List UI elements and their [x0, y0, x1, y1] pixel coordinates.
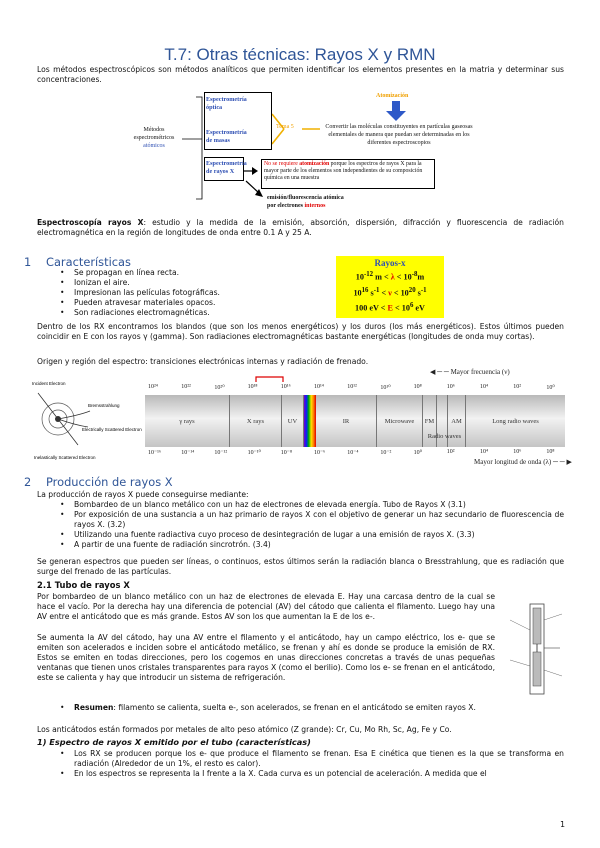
spectrum-list: [52, 749, 564, 779]
scattered-electron-label: Electrically Scattered Electron: [82, 427, 142, 432]
energy-range: 100 eV < $E < 10^6$ eV: [355, 302, 425, 314]
wavelength-tick-label: 10⁸: [546, 449, 555, 455]
intro-paragraph: Los métodos espectroscópicos son métodos analíticos que permiten identificar los elementos presentes en la matria y determinar sus concentraciones.: [37, 65, 564, 84]
section-2-paragraph: Se generan espectros que pueden ser líneas, o continuos, estos últimos serán la radiación blanca o Bresstrahlung, que es radiación que surge del frenado de las partículas.: [37, 557, 564, 576]
list-item: • Ionizan el aire.: [52, 278, 332, 288]
atom-illustration: [30, 375, 142, 465]
incident-electron-label: Incident Electron: [32, 381, 66, 386]
wavelength-tick-label: 10⁻²: [380, 450, 392, 456]
wavelength-arrow-label: Mayor longitud de onda (λ) ─ ─ ▶: [474, 458, 572, 466]
band-am: AM: [448, 395, 466, 447]
section-1-paragraph-1: Dentro de los RX encontramos los blandos (que son los menos energéticos) y los duros (los más energéticos). Estos últimos pueden coincidir en E con los rayos γ (gamma). Son radiaciones electromagnéticas bastante energéticas (longitudes de onda muy cortas).: [37, 322, 564, 341]
resumen-list: [52, 703, 532, 713]
band-gamma: γ rays: [145, 395, 230, 447]
list-item: • Resumen: filamento se calienta, suelta e-, son acelerados, se frenan en el anticátodo se emiten rayos X.: [52, 703, 532, 713]
list-item: • Se propagan en línea recta.: [52, 268, 332, 278]
radio-waves-label: Radio waves: [427, 433, 462, 440]
xray-box-title: Rayos-x: [374, 258, 406, 268]
optical-spectrometry-label: Espectrometría óptica: [206, 96, 247, 111]
section-1-paragraph-2: Origen y región del espectro: transiciones electrónicas internas y radiación de frenado.: [37, 357, 369, 366]
wavelength-tick-label: 10⁻¹⁴: [181, 450, 195, 456]
list-item: • Son radiaciones electromagnéticas.: [52, 308, 332, 318]
subsection-2-1-heading: 2.1 Tubo de rayos X: [37, 580, 130, 590]
frequency-tick-label: 10¹⁴: [314, 384, 324, 390]
production-lead: La producción de rayos X puede conseguirse mediante:: [37, 490, 249, 499]
xray-tube-illustration: [500, 600, 572, 700]
wavelength-tick-label: 10⁻¹⁶: [148, 450, 162, 456]
spectrum-heading: 1) Espectro de rayos X emitido por el tubo (características): [37, 737, 311, 747]
list-item: • A partir de una fuente de radiación sincrotrón. (3.4): [52, 540, 564, 550]
list-item: • Utilizando una fuente radiactiva cuyo proceso de desintegración de lugar a una emisión de rayos X. (3.3): [52, 530, 564, 540]
band-xray: X rays: [230, 395, 282, 447]
band-long-radio: Long radio waves: [466, 395, 565, 447]
band-microwave: Microwave: [377, 395, 423, 447]
wavelength-tick-label: 10⁴: [480, 449, 489, 455]
frequency-tick-label: 10¹⁸: [247, 384, 258, 390]
methods-label: Métodos espectrométricos atómicos: [133, 127, 175, 149]
frequency-tick-label: 10¹⁰: [380, 385, 391, 391]
frequency-tick-label: 10¹⁶: [280, 384, 291, 390]
list-item: • Por exposición de una sustancia a un haz primario de rayos X con el objetivo de generar un haz secundario de fluorescencia de rayos X. (3.2): [52, 510, 564, 530]
wavelength-tick-label: 10²: [446, 449, 455, 455]
list-item: • Impresionan las películas fotográficas.: [52, 288, 332, 298]
band-ir: IR: [316, 395, 377, 447]
emission-label: emisión/fluorescencia atómica por electrones internos: [267, 195, 344, 209]
frequency-tick-label: 10⁴: [480, 384, 489, 390]
atomization-label: Atomización: [376, 93, 409, 99]
wavelength-range: $10^{-12}$ $m < \lambda < 10^{-8}m$: [355, 271, 425, 282]
tema-label: Tema 5: [276, 124, 294, 130]
frequency-tick-label: 10⁶: [446, 384, 455, 390]
characteristics-list: [52, 268, 332, 318]
section-1-heading: 1 Características: [24, 255, 131, 269]
list-item: • Bombardeo de un blanco metálico con un haz de electrones de elevada energía. Tubo de Rayos X (3.1): [52, 500, 564, 510]
wavelength-tick-label: 10⁰: [413, 450, 422, 456]
wavelength-tick-label: 10⁻⁶: [314, 450, 326, 456]
tube-paragraph-2: Se aumenta la AV del cátodo, hay una AV entre el filamento y el anticátodo, hay un campo eléctrico, los e- que se emiten son acelerados e inciden sobre el anticátodo metálico, se frenan y ahí es donde se produce la emisión de RX. Estos se emiten en todas direcciones, pero los cogemos en unas direcciones concretas a través de unas pequeñas ventanas que tienen unos cristales transparentes para rayos X (como el berilio). Como los e- se frenan en el anticátodo, este se calienta y hay que introducir un sistema de refrigeración.: [37, 633, 495, 682]
xray-bracket: [255, 375, 285, 383]
frequency-tick-label: 10⁰: [546, 385, 555, 391]
xray-definition: Espectroscopía rayos X: estudio y la medida de la emisión, absorción, dispersión, difracción y fluorescencia de radiación electromagnética en la región de longitudes de onda entre 0.1 A y 25 A.: [37, 218, 564, 237]
xray-spectrometry-label: Espectrometría de rayos X: [206, 160, 247, 175]
frequency-range: $10^{16}$ $s^{-1} < \nu < 10^{20}$ $s^{-1}$: [353, 286, 427, 298]
inelastic-electron-label: Inelastically Scattered Electron: [34, 455, 96, 460]
frequency-tick-label: 10⁸: [413, 384, 422, 390]
band-fm: FM: [423, 395, 437, 447]
frequency-tick-label: 10²²: [181, 384, 191, 390]
tube-paragraph-1: Por bombardeo de un blanco metálico con un haz de electrones de elevada E. Hay una carcasa dentro de la cual se hace el vacío. Por la derecha hay una diferencia de potencial (AV) del cátodo que calienta el filamento. Luego hay una AV entre el anticátodo que es más grande. Estos AV son los que aumentan la E de los e-.: [37, 592, 495, 621]
wavelength-tick-label: 10⁻⁴: [347, 450, 359, 456]
list-item: • Pueden atravesar materiales opacos.: [52, 298, 332, 308]
mass-spectrometry-label: Espectrometría de masas: [206, 129, 247, 144]
wavelength-tick-label: 10⁶: [513, 449, 522, 455]
frequency-arrow-label: ◀ ─ ─ Mayor frecuencia (ν): [430, 368, 510, 376]
frequency-tick-label: 10²⁰: [214, 385, 225, 391]
em-spectrum-bar: [145, 395, 565, 447]
production-methods-list: [52, 500, 564, 550]
xray-ranges-box: [336, 256, 444, 318]
list-item: • En los espectros se representa la I frente a la X. Cada curva es un potencial de aceleración. A medida que el: [52, 769, 564, 779]
bremsstrahlung-label: Bremsstrahlung: [88, 403, 120, 408]
anticathode-paragraph: Los anticátodos están formados por metales de alto peso atómico (Z grande): Cr, Cu, Mo Rh, Sc, Ag, Fe y Co.: [37, 725, 452, 734]
atomization-description: Convertir las moléculas constituyentes en partículas gaseosas elementales de manera que puedan ser determinadas en los diferentes espectroscopios: [325, 124, 473, 146]
methods-diagram: [124, 89, 484, 214]
frequency-tick-label: 10²: [513, 384, 521, 390]
band-uv: UV: [282, 395, 304, 447]
wavelength-tick-label: 10⁻¹²: [214, 450, 228, 456]
wavelength-tick-label: 10⁻⁸: [280, 450, 293, 456]
no-atomization-text: No se requiere atomización porque los espectros de rayos X para la mayor parte de los elementos son independientes de su composición química en una muestra: [264, 161, 423, 182]
page-title: T.7: Otras técnicas: Rayos X y RMN: [164, 45, 436, 64]
frequency-tick-label: 10²⁴: [148, 384, 158, 390]
frequency-tick-label: 10¹²: [347, 384, 357, 390]
visible-band: [304, 395, 316, 447]
list-item: • Los RX se producen porque los e- que produce el filamento se frenan. Esa E cinética que tienen es la que se transforma en radiación (Alrededor de un 1%, el resto es calor).: [52, 749, 564, 769]
page-number: 1: [560, 820, 566, 829]
section-2-heading: 2 Producción de rayos X: [24, 475, 173, 489]
wavelength-tick-label: 10⁻¹⁰: [247, 450, 261, 456]
